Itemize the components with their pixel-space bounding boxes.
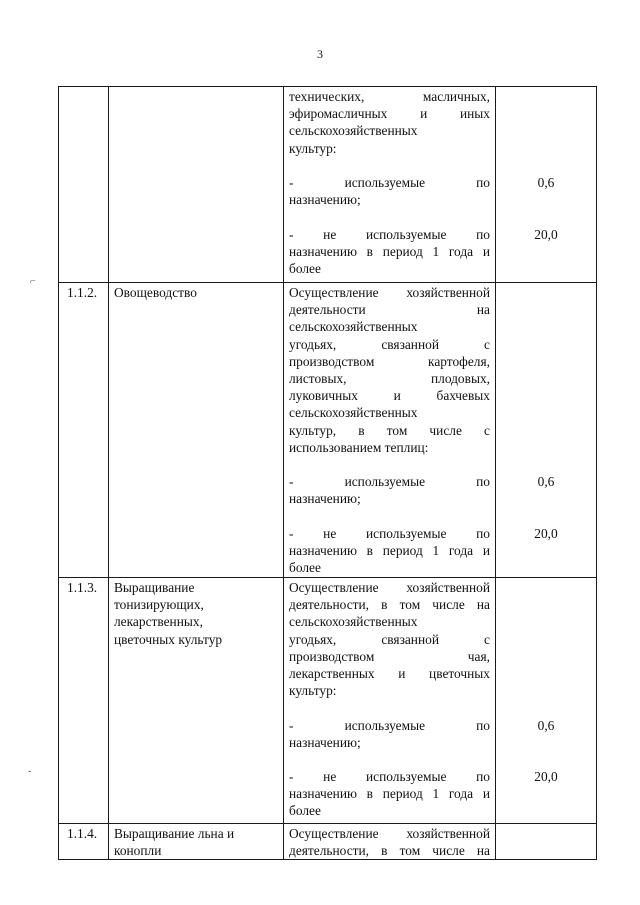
item-unused: - не используемые по bbox=[289, 226, 490, 242]
item-used: - используемые по bbox=[289, 174, 490, 190]
row-name: Овощеводство bbox=[109, 283, 284, 578]
row-code: 1.1.2. bbox=[59, 283, 109, 578]
row-name bbox=[109, 87, 284, 283]
row-values bbox=[496, 824, 597, 860]
row-name: Выращивание льна и конопли bbox=[109, 824, 284, 860]
row-description: технических, масличных, эфиромасличных и иных сельскохозяйственных культур: - используемые по назначению; - не используемые по назначению в период 1 года и более bbox=[284, 87, 496, 283]
page-number: 3 bbox=[317, 47, 323, 61]
row-description: Осуществление хозяйственной деятельности на сельскохозяйственных угодьях, связанной с производством картофеля, листовых, плодовых, луковичных и бахчевых сельскохозяйственных культур, в том числе с использованием теплиц: - используемые по назначению; - не используемые по назначению в период 1 года и более bbox=[284, 283, 496, 578]
value-used: 0,6 bbox=[537, 717, 555, 733]
item-unused: - не используемые по bbox=[289, 769, 490, 785]
row-code: 1.1.3. bbox=[59, 578, 109, 824]
row-code: 1.1.4. bbox=[59, 824, 109, 860]
table-row bbox=[59, 824, 597, 860]
table-row bbox=[59, 87, 597, 283]
row-description: Осуществление хозяйственной деятельности, в том числе на bbox=[284, 824, 496, 860]
land-use-table bbox=[58, 86, 597, 860]
scan-mark: ⌐ bbox=[30, 276, 36, 287]
value-used: 0,6 bbox=[537, 474, 555, 490]
row-values bbox=[496, 578, 597, 824]
item-used: - используемые по bbox=[289, 474, 490, 490]
value-unused: 20,0 bbox=[534, 226, 558, 242]
table-row bbox=[59, 578, 597, 824]
value-unused: 20,0 bbox=[534, 769, 558, 785]
table-row bbox=[59, 283, 597, 578]
row-name: Выращивание тонизирующих, лекарственных, цветочных культур bbox=[109, 578, 284, 824]
row-values bbox=[496, 87, 597, 283]
item-unused: - не используемые по bbox=[289, 525, 490, 541]
item-used: - используемые по bbox=[289, 717, 490, 733]
row-code bbox=[59, 87, 109, 283]
scan-mark: - bbox=[28, 766, 32, 777]
value-used: 0,6 bbox=[537, 174, 555, 190]
row-description: Осуществление хозяйственной деятельности, в том числе на сельскохозяйственных угодьях, связанной с производством чая, лекарственных и цветочных культур: - используемые по назначению; - не используемые по назначению в период 1 года и более bbox=[284, 578, 496, 824]
row-values bbox=[496, 283, 597, 578]
value-unused: 20,0 bbox=[534, 525, 558, 541]
